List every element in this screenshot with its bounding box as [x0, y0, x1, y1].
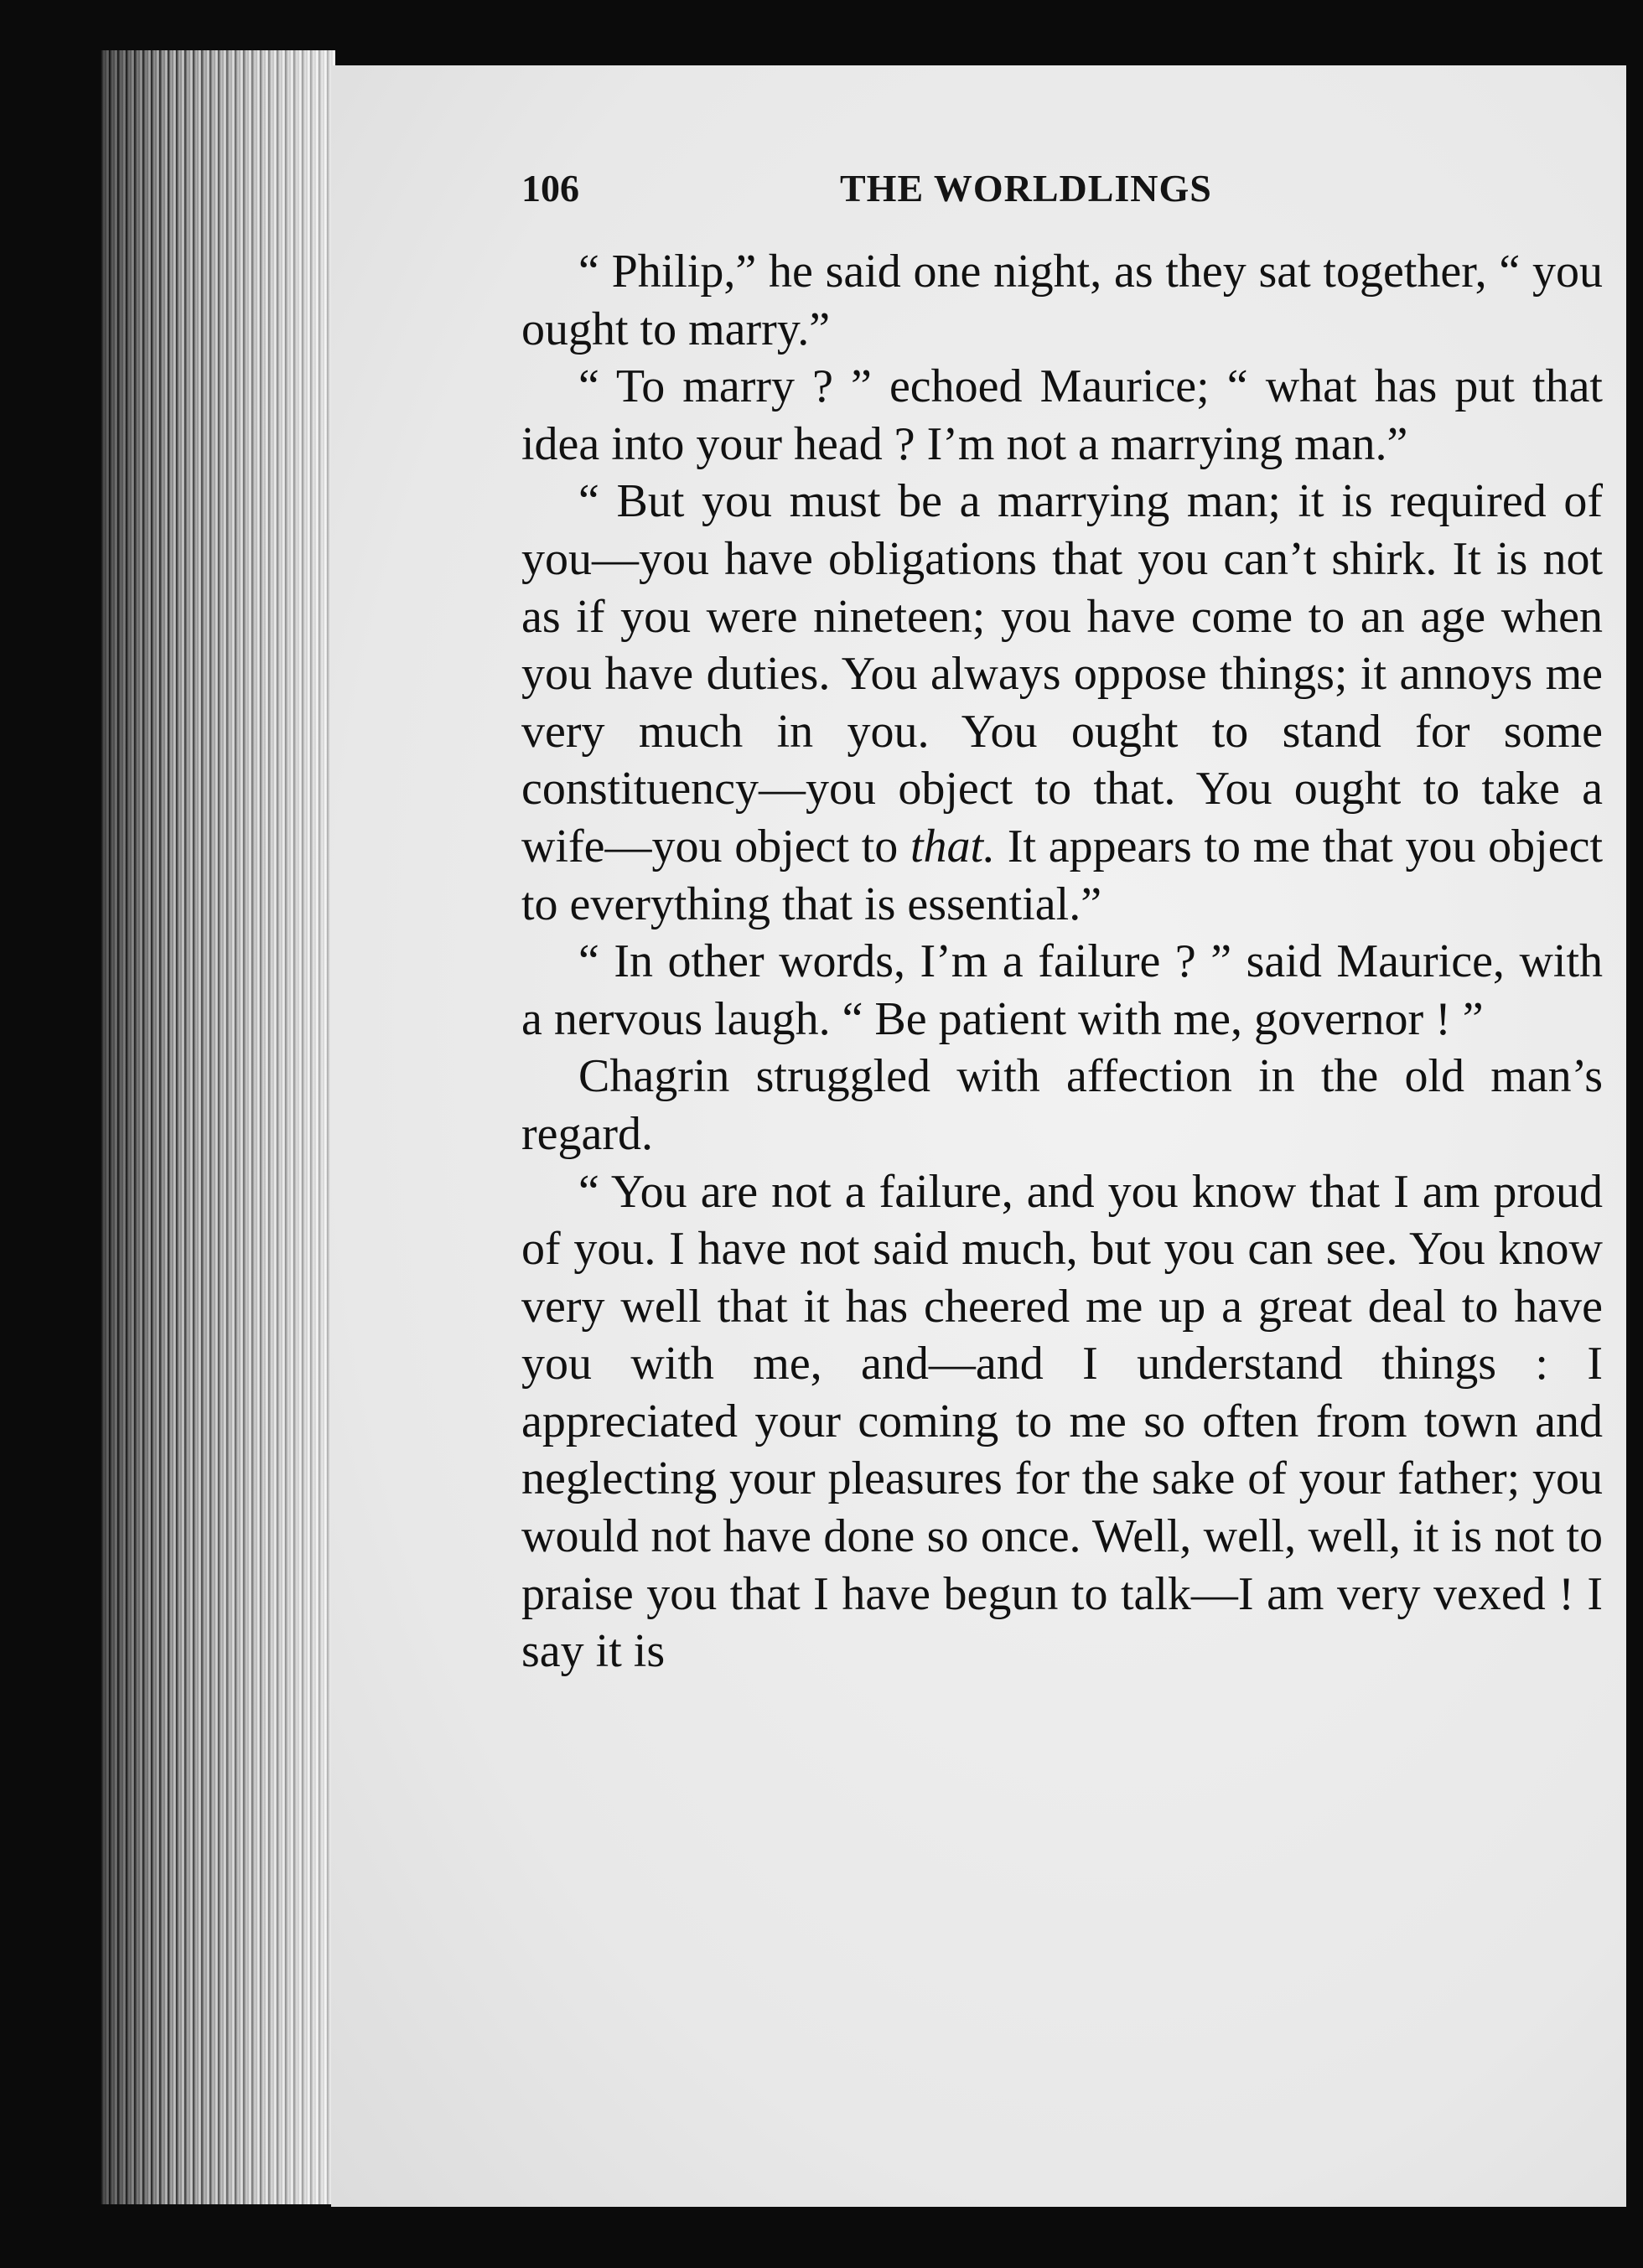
paragraph-2: “ To marry ? ” echoed Maurice; “ what has put that idea into your head ? I’m not a marrying man.” [521, 360, 1603, 470]
paragraph-1: “ Philip,” he said one night, as they sat together, “ you ought to marry.” [521, 246, 1603, 355]
paragraph-6: “ You are not a failure, and you know that I am proud of you. I have not said much, but you can see. You know very well that it has cheered me up a great deal to have you with me, and—and I understand things : I appreciated your coming to me so often from town and neglecting your pleasures for the sake of your father; you would not have done so once. Well, well, well, it is not to praise you that I have begun to talk—I am very vexed ! I say it is [521, 1165, 1603, 1678]
paragraph-3-text-b: It appears to me that you object to everything that is essential.” [521, 820, 1604, 930]
paragraph-3 [521, 473, 1603, 933]
paragraph-3-text-a: “ But you must be a marrying man; it is required of you—you have obligations that you can’t shirk. It is not as if you were nineteen; you have come to an age when you have duties. You always oppose things; it annoys me very much in you. You ought to stand for some constituency—you object to that. You ought to take a wife—you object to [521, 475, 1603, 873]
running-title: THE WORLDLINGS [840, 167, 1212, 210]
paragraph-4: “ In other words, I’m a failure ? ” said Maurice, with a nervous laugh. “ Be patient with me, governor ! ” [521, 935, 1603, 1045]
page-header [521, 159, 1611, 218]
body-text [521, 243, 1603, 1680]
page-block-edge [101, 50, 335, 2204]
paragraph-5: Chagrin struggled with affection in the old man’s regard. [521, 1050, 1603, 1160]
page-number: 106 [521, 167, 579, 210]
paragraph-3-italic: that. [910, 820, 996, 873]
